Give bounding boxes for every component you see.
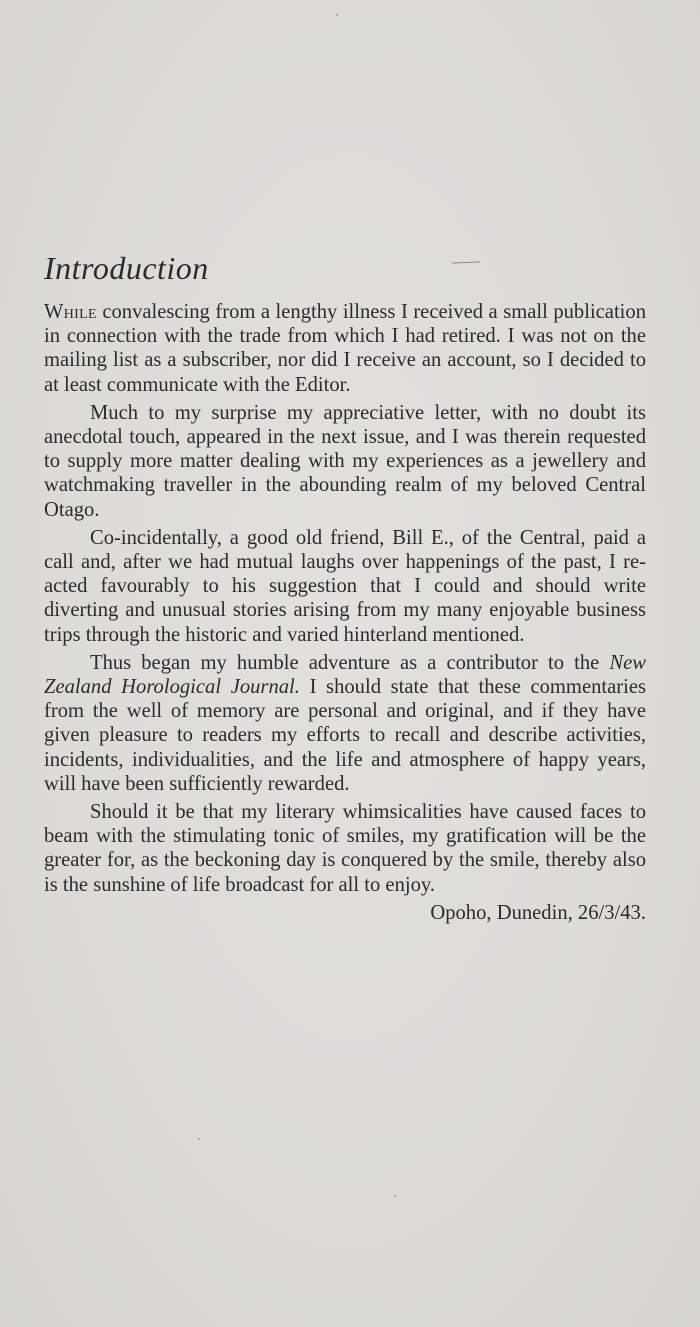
paragraph-5: Should it be that my literary whimsicalities have caused faces to beam with the stimulating tonic of smiles, my gratification will be the greater for, as the beckoning day is conquered by the smile, thereby also is the sunshine of life broadcast for all to enjoy. xyxy=(44,801,646,896)
paragraph-2: Much to my surprise my appreciative letter, with no doubt its anecdotal touch, appeared in the next issue, and I was therein requested to supply more matter dealing with my experiences as a jewellery and watchmaking traveller in the abounding realm of my beloved Central Otago. xyxy=(44,401,646,521)
paragraph-1 xyxy=(44,300,646,397)
paper-speck xyxy=(394,1195,396,1197)
signoff-place-date: Opoho, Dunedin, 26/3/43. xyxy=(430,901,646,924)
paragraph-4-after: I should state that these commentaries from the well of memory are personal and original, and if they have given pleasure to readers my efforts to recall and describe activities, incidents, individualities, and the life and atmosphere of happy years, will have been sufficiently rewarded. xyxy=(44,676,646,795)
paragraph-1-lead: While xyxy=(44,301,97,323)
heading-ornament xyxy=(452,262,480,266)
paper-speck xyxy=(198,1138,200,1140)
paragraph-1-text: convalescing from a lengthy illness I received a small publication in connection with the trade from which I had retired. I was not on the mailing list as a subscriber, nor did I receive an account, so I decided to at least communicate with the Editor. xyxy=(44,301,646,396)
journal-title: New Zealand Horological Journal. xyxy=(44,651,646,699)
introduction-body xyxy=(44,300,646,929)
paper-speck xyxy=(336,14,338,16)
paragraph-4 xyxy=(44,651,646,796)
chapter-heading: Introduction xyxy=(44,250,209,286)
paragraph-3: Co-incidentally, a good old friend, Bill E., of the Central, paid a call and, after we had mutual laughs over happenings of the past, I re-acted favourably to his suggestion that I could and should write diverting and unusual stories arising from my many enjoyable business trips through the historic and varied hinterland mentioned. xyxy=(44,526,646,646)
paragraph-4-before: Thus began my humble adventure as a contributor to the xyxy=(90,651,610,674)
